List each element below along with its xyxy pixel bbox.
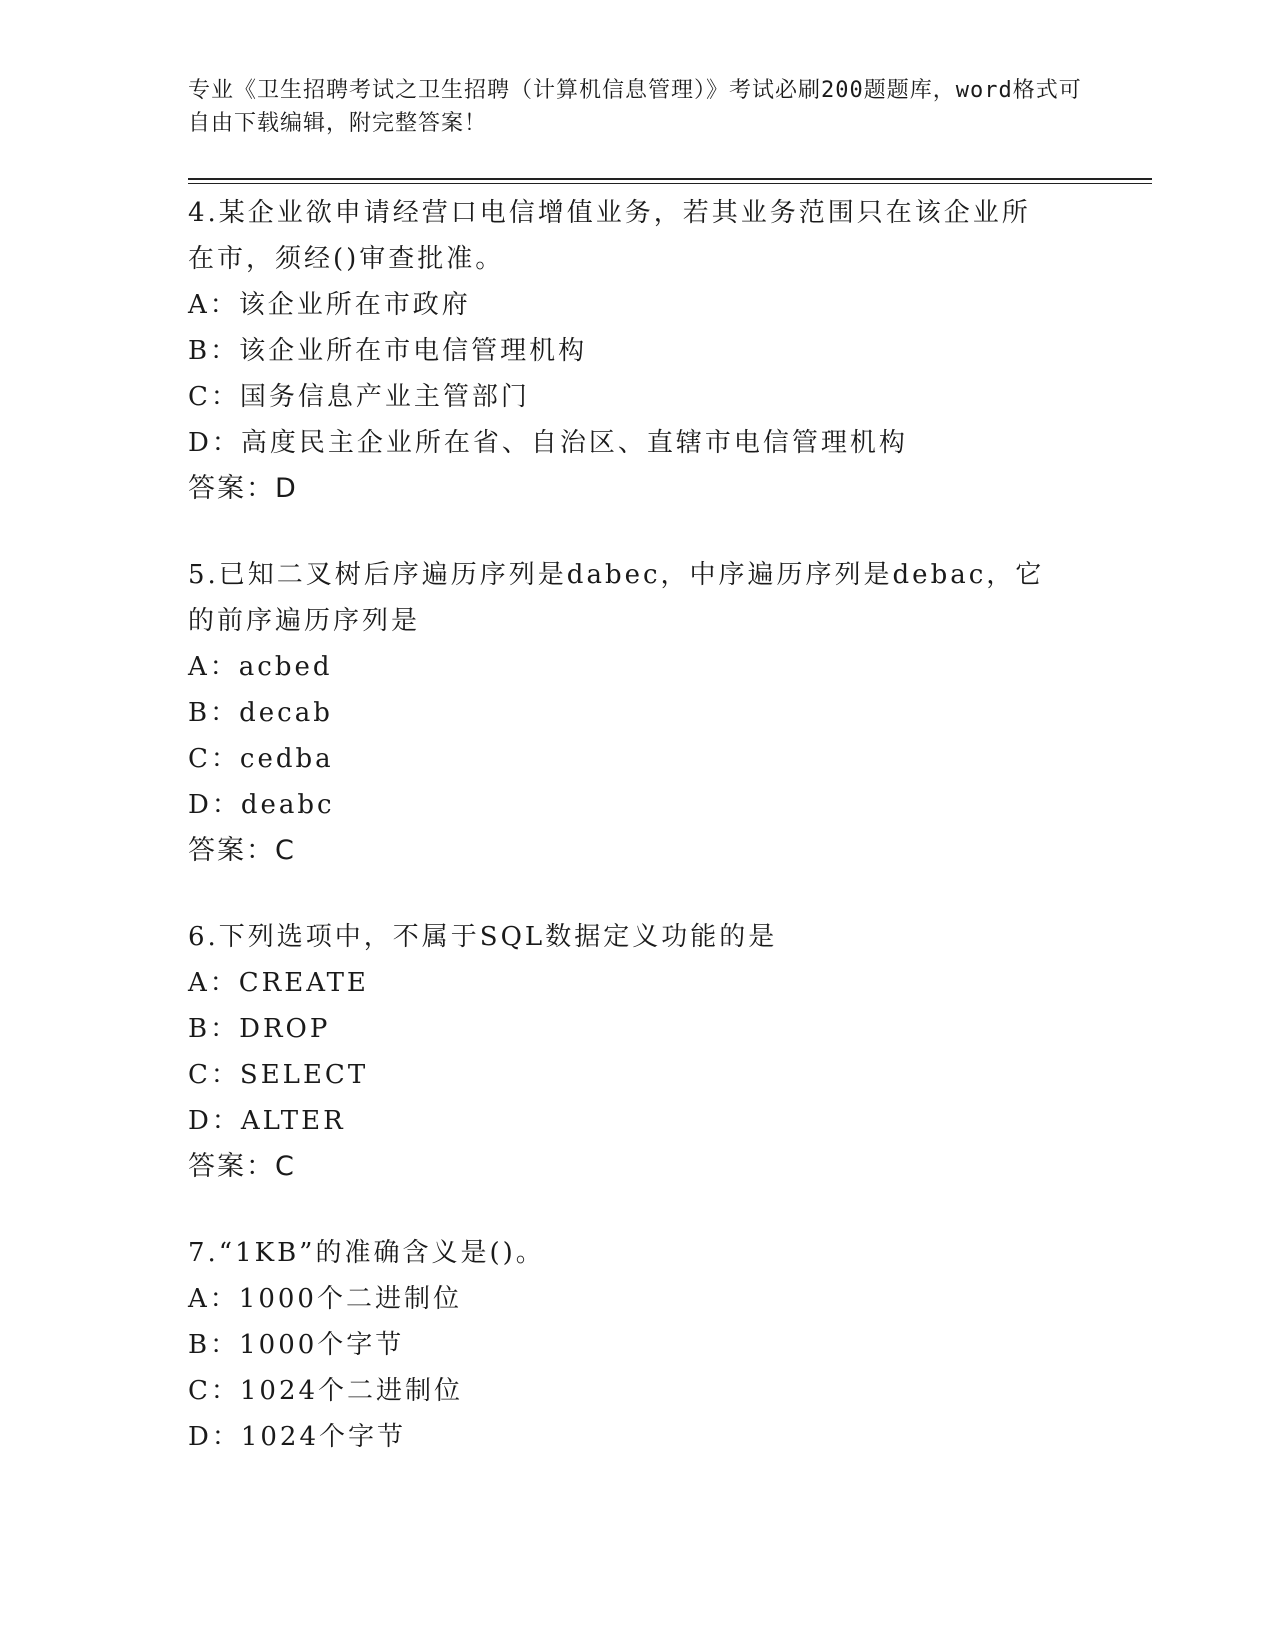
question-stem: 4.某企业欲申请经营口电信增值业务，若其业务范围只在该企业所在市，须经()审查批准。 [188,198,1031,274]
option-c: C：国务信息产业主管部门 [188,382,530,412]
option-b: B：DROP [188,1014,331,1044]
option-d: D：deabc [188,790,335,820]
question-4 [188,190,1088,512]
header-divider-thick [188,178,1152,180]
question-list [188,190,1088,1500]
option-d: D：ALTER [188,1106,346,1136]
answer: 答案：D [188,473,298,504]
option-b: B：decab [188,698,333,728]
question-stem: 5.已知二叉树后序遍历序列是dabec，中序遍历序列是debac，它的前序遍历序列是 [188,560,1045,636]
option-c: C：cedba [188,744,334,774]
option-b: B：该企业所在市电信管理机构 [188,336,588,366]
option-d: D：1024个字节 [188,1422,407,1452]
option-a: A：1000个二进制位 [188,1284,462,1314]
document-header: 专业《卫生招聘考试之卫生招聘（计算机信息管理）》考试必刷200题题库，word格式可自由下载编辑，附完整答案！ [188,78,1082,136]
answer: 答案：C [188,835,296,866]
question-7 [188,1230,1088,1460]
option-a: A：CREATE [188,968,369,998]
option-a: A：acbed [188,652,333,682]
header-divider-thin [188,183,1152,184]
option-a: A：该企业所在市政府 [188,290,471,320]
question-stem: 7.“1KB”的准确含义是()。 [188,1238,545,1268]
question-stem: 6.下列选项中，不属于SQL数据定义功能的是 [188,922,778,952]
option-c: C：SELECT [188,1060,369,1090]
question-6 [188,914,1088,1190]
option-d: D：高度民主企业所在省、自治区、直辖市电信管理机构 [188,428,908,458]
option-b: B：1000个字节 [188,1330,405,1360]
question-5 [188,552,1088,874]
option-c: C：1024个二进制位 [188,1376,464,1406]
answer: 答案：C [188,1151,296,1182]
